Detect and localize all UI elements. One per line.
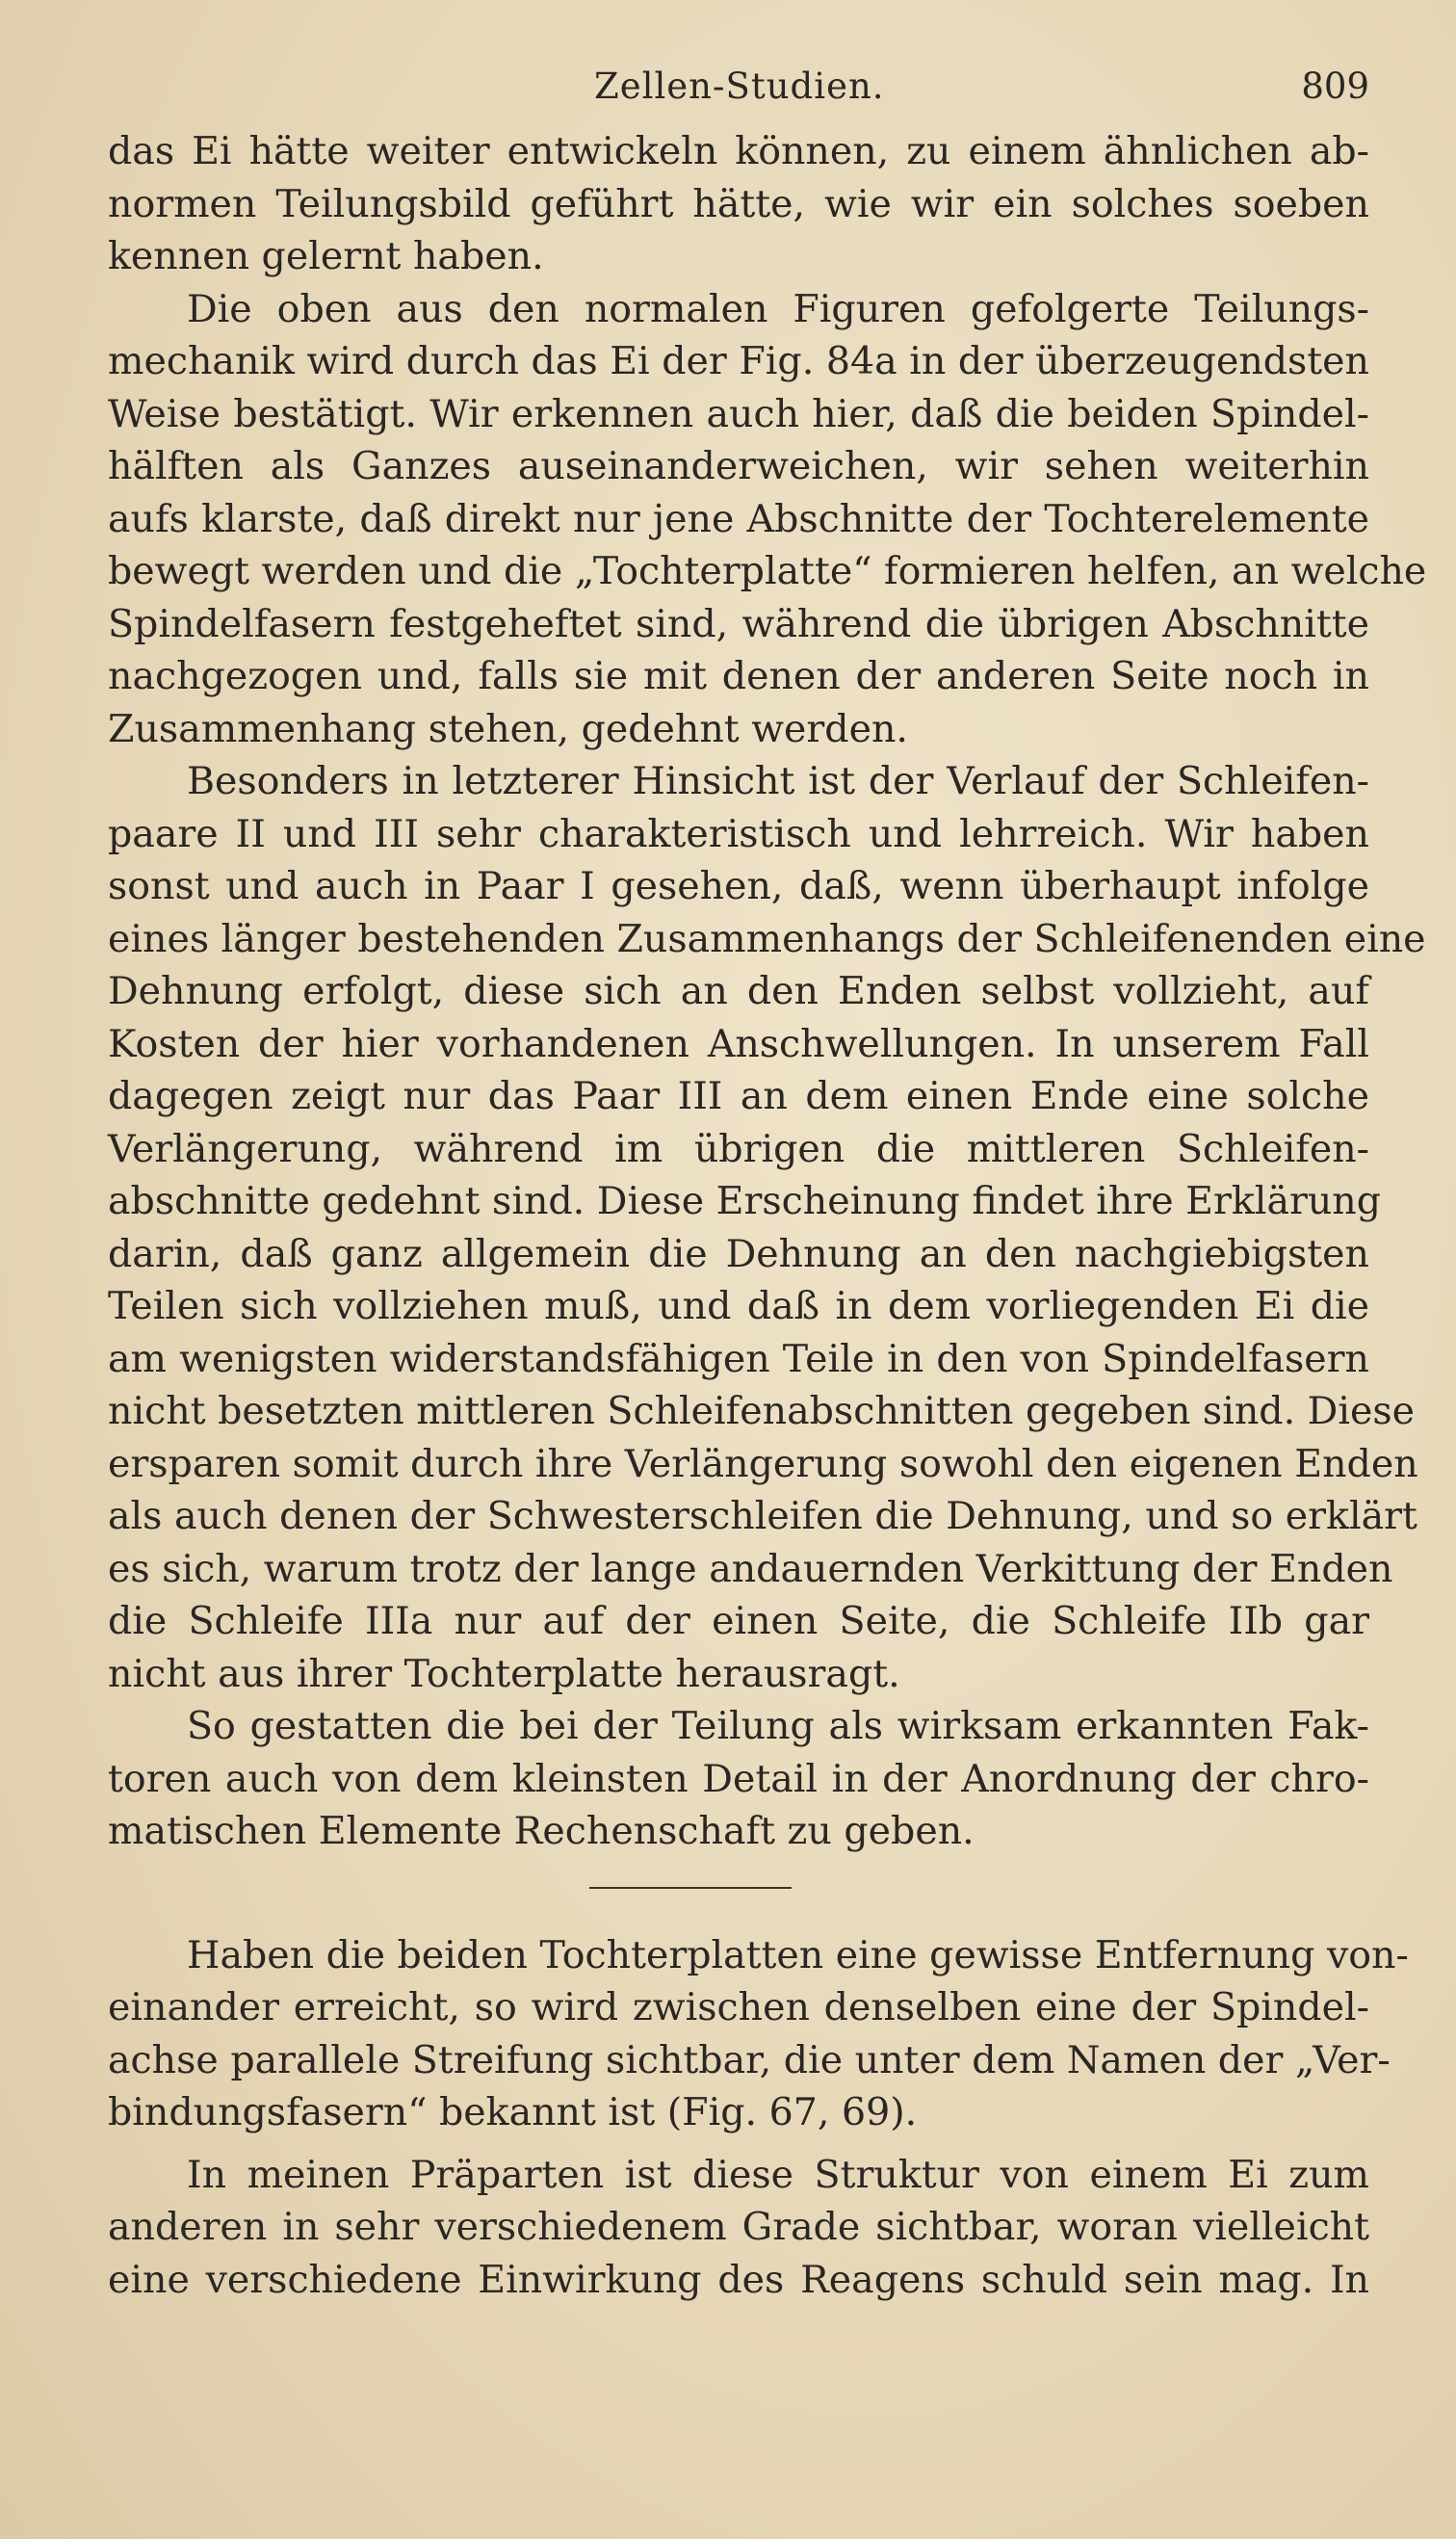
text-line: eine verschiedene Einwirkung des Reagens schuld sein mag. In xyxy=(108,2257,1369,2302)
text-line: Verlängerung, während im übrigen die mittleren Schleifen- xyxy=(108,1126,1369,1171)
text-line: eines länger bestehenden Zusammenhangs der Schleifenenden eine xyxy=(108,916,1426,961)
paragraph-2 xyxy=(108,283,1427,756)
text-line: nicht besetzten mittleren Schleifenabschnitten gegeben sind. Diese xyxy=(108,1389,1416,1433)
text-line: nachgezogen und, falls sie mit denen der anderen Seite noch in xyxy=(108,654,1369,698)
section-divider xyxy=(589,1887,792,1889)
text-line: Haben die beiden Tochterplatten eine gewisse Entfernung von- xyxy=(187,1932,1409,1977)
text-line: darin, daß ganz allgemein die Dehnung an den nachgiebigsten xyxy=(108,1231,1369,1276)
text-line: Dehnung erfolgt, diese sich an den Enden selbst vollzieht, auf xyxy=(108,969,1369,1013)
text-line: aufs klarste, daß direkt nur jene Abschnitte der Tochterelemente xyxy=(108,496,1369,541)
paragraph-3 xyxy=(108,755,1426,1700)
text-line: In meinen Präparten ist diese Struktur von einem Ei zum xyxy=(187,2152,1369,2197)
paragraph-5 xyxy=(108,1929,1409,2139)
page-header xyxy=(108,58,1369,125)
paragraph-6 xyxy=(108,2149,1369,2307)
text-line: So gestatten die bei der Teilung als wirksam erkannten Fak- xyxy=(187,1704,1369,1748)
text-line: Kosten der hier vorhandenen Anschwellungen. In unserem Fall xyxy=(108,1021,1369,1066)
text-line: kennen gelernt haben. xyxy=(108,234,544,278)
paragraph-4 xyxy=(108,1700,1369,1858)
text-line: bewegt werden und die „Tochterplatte“ formieren helfen, an welche xyxy=(108,549,1427,593)
text-line: bindungsfasern“ bekannt ist (Fig. 67, 69). xyxy=(108,2090,918,2134)
text-line: hälften als Ganzes auseinanderweichen, wir sehen weiterhin xyxy=(108,444,1369,488)
book-page xyxy=(108,58,1427,2306)
text-line: paare II und III sehr charakteristisch und lehrreich. Wir haben xyxy=(108,811,1369,856)
text-line: es sich, warum trotz der lange andauernden Verkittung der Enden xyxy=(108,1546,1393,1591)
text-line: abschnitte gedehnt sind. Diese Erscheinung findet ihre Erklärung xyxy=(108,1179,1382,1223)
text-line: das Ei hätte weiter entwickeln können, zu einem ähnlichen ab- xyxy=(108,129,1369,173)
text-line: als auch denen der Schwesterschleifen die Dehnung, und so erklärt xyxy=(108,1494,1417,1538)
text-line: sonst und auch in Paar I gesehen, daß, wenn überhaupt infolge xyxy=(108,864,1369,908)
text-line: toren auch von dem kleinsten Detail in der Anordnung der chro- xyxy=(108,1756,1369,1801)
text-line: normen Teilungsbild geführt hätte, wie wir ein solches soeben xyxy=(108,181,1369,226)
text-line: anderen in sehr verschiedenem Grade sichtbar, woran vielleicht xyxy=(108,2205,1369,2249)
running-title: Zellen-Studien. xyxy=(594,65,885,107)
text-line: Besonders in letzterer Hinsicht ist der Verlauf der Schleifen- xyxy=(187,759,1369,803)
text-line: dagegen zeigt nur das Paar III an dem einen Ende eine solche xyxy=(108,1074,1369,1118)
text-line: einander erreicht, so wird zwischen denselben eine der Spindel- xyxy=(108,1985,1369,2029)
page-number: 809 xyxy=(1301,65,1369,107)
text-line: Spindelfasern festgeheftet sind, während die übrigen Abschnitte xyxy=(108,601,1369,646)
text-line: Die oben aus den normalen Figuren gefolgerte Teilungs- xyxy=(187,286,1369,331)
text-line: Weise bestätigt. Wir erkennen auch hier, daß die beiden Spindel- xyxy=(108,391,1369,436)
text-line: Teilen sich vollziehen muß, und daß in dem vorliegenden Ei die xyxy=(108,1284,1369,1328)
text-line: achse parallele Streifung sichtbar, die unter dem Namen der „Ver- xyxy=(108,2037,1391,2082)
text-line: ersparen somit durch ihre Verlängerung sowohl den eigenen Enden xyxy=(108,1441,1418,1486)
text-line: die Schleife IIIa nur auf der einen Seite, die Schleife IIb gar xyxy=(108,1599,1369,1643)
text-line: nicht aus ihrer Tochterplatte herausragt. xyxy=(108,1651,900,1696)
text-line: mechanik wird durch das Ei der Fig. 84a in der überzeugendsten xyxy=(108,339,1369,383)
text-line: Zusammenhang stehen, gedehnt werden. xyxy=(108,706,908,751)
text-line: am wenigsten widerstandsfähigen Teile in den von Spindelfasern xyxy=(108,1336,1369,1381)
text-line: matischen Elemente Rechenschaft zu geben. xyxy=(108,1809,975,1853)
paragraph-1 xyxy=(108,125,1369,283)
